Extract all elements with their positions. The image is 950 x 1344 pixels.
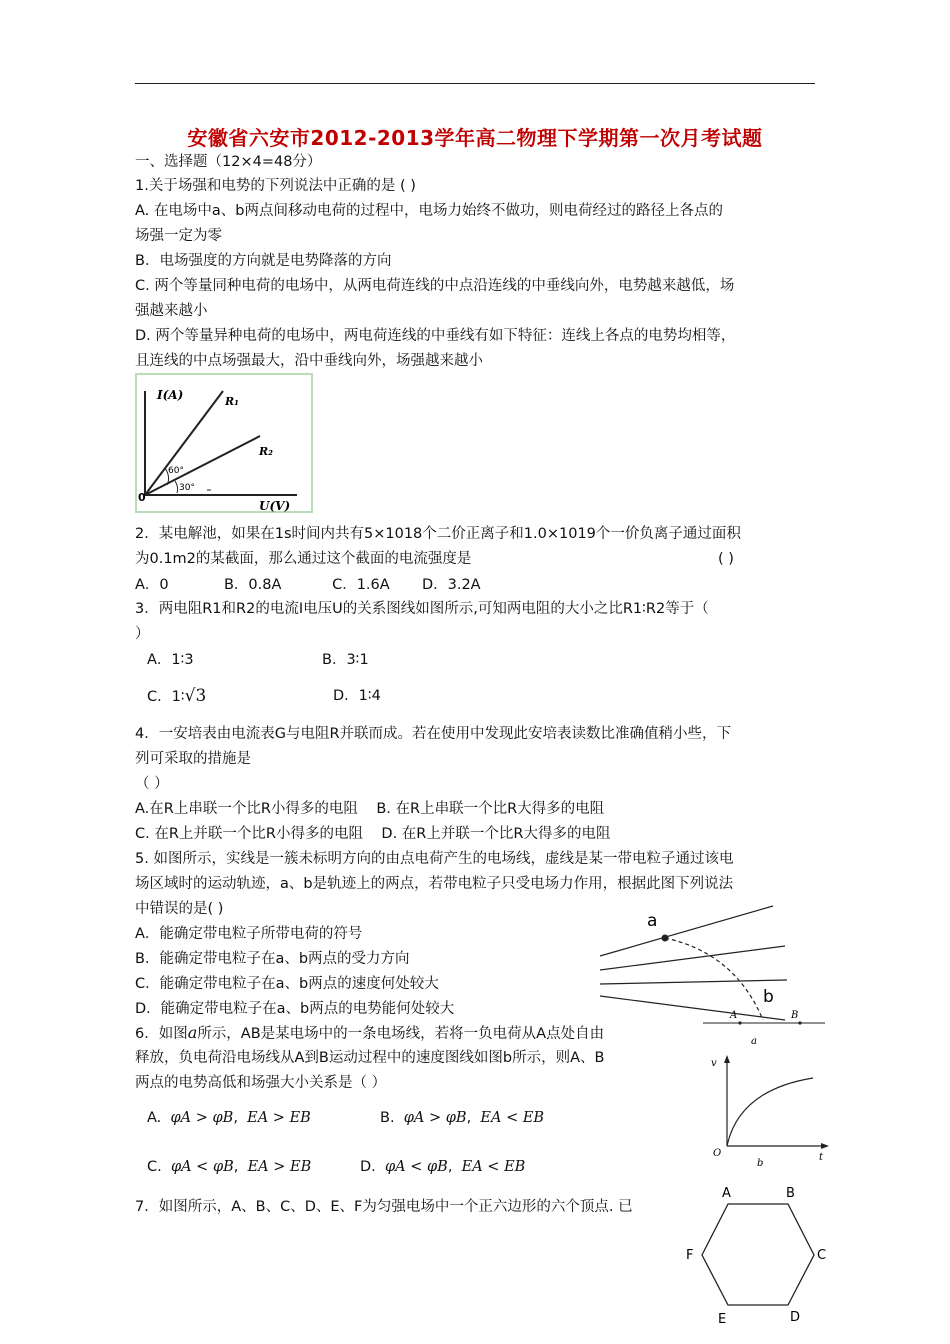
q1-option-a-line1: A. 在电场中a、b两点间移动电荷的过程中，电场力始终不做功，则电荷经过的路径上各点的 [135, 203, 723, 219]
q6-option-b-field: EA < EB [480, 1110, 545, 1126]
field-point-a-label: a [647, 911, 658, 931]
q1-option-d-line2: 且连线的中点场强最大，沿中垂线向外，场强越来越小 [135, 353, 483, 369]
vt-origin-label: O [713, 1148, 722, 1159]
page-title: 安徽省六安市2012-2013学年高二物理下学期第一次月考试题 [187, 126, 763, 150]
iu-graph-figure [135, 373, 315, 515]
q1-option-c-line2: 强越来越小 [135, 303, 208, 319]
q5-option-c: C．能确定带电粒子在a、b两点的速度何处较大 [135, 976, 439, 992]
q4-stem-line2: 列可采取的措施是 [135, 751, 251, 767]
q4-options-ab: A.在R上串联一个比R小得多的电阻 B. 在R上串联一个比R大得多的电阻 [135, 801, 605, 817]
q6-option-b-potential: φA > φB [403, 1110, 467, 1126]
field-point-b-label: b [763, 987, 774, 1007]
iu-y-axis-label: I(A) [157, 388, 184, 402]
q1-option-a-line2: 场强一定为零 [135, 228, 222, 244]
header-rule [135, 83, 815, 84]
q6-figure-a-ref: a [187, 1023, 198, 1042]
q7-stem: 7．如图所示，A、B、C、D、E、F为匀强电场中一个正六边形的六个顶点. 已 [135, 1199, 633, 1215]
q1-stem: 1.关于场强和电势的下列说法中正确的是 ( ) [135, 178, 416, 194]
velocity-time-figure [705, 1050, 835, 1172]
section-heading: 一、选择题（12×4=48分） [135, 154, 322, 170]
q2-options: A．0 B．0.8A C．1.6A D．3.2A [135, 577, 481, 593]
hex-vertex-A: A [722, 1186, 731, 1201]
q5-option-a: A．能确定带电粒子所带电荷的符号 [135, 926, 363, 942]
hex-vertex-E: E [718, 1312, 727, 1327]
q4-stem-line1: 4．一安培表由电流表G与电阻R并联而成。若在使用中发现此安培表读数比准确值稍小些，下 [135, 726, 732, 742]
field-line-point-A: A [730, 1010, 738, 1021]
q6-option-c-potential: φA < φB [170, 1159, 234, 1175]
q3-option-c-sqrt3: √3 [184, 686, 207, 706]
q6-option-a: A. φA > φB, EA > EB [147, 1110, 311, 1126]
q6-option-d-field: EA < EB [461, 1159, 526, 1175]
hex-vertex-B: B [786, 1186, 795, 1201]
iu-angle-30: 30° [179, 483, 195, 493]
q3-stem-line2: ） [135, 626, 150, 642]
q6-stem-line1: 6．如图a所示，AB是某电场中的一条电场线，若将一负电荷从A点处自由 [135, 1023, 605, 1042]
q2-answer-paren: ( ) [718, 551, 734, 567]
field-figure-caption: a [751, 1036, 757, 1047]
iu-x-axis-label: U(V) [259, 499, 291, 513]
q4-answer-paren: （ ） [135, 776, 169, 792]
q3-stem-line1: 3．两电阻R1和R2的电流I电压U的关系图线如图所示,可知两电阻的大小之比R1∶R2等于（ [135, 601, 709, 617]
q3-option-b: B．3∶1 [322, 652, 369, 668]
q6-stem-line2: 释放，负电荷沿电场线从A到B运动过程中的速度图线如图b所示，则A、B [135, 1050, 605, 1066]
q5-stem-line2: 场区域时的运动轨迹，a、b是轨迹上的两点，若带电粒子只受电场力作用，根据此图下列说法 [135, 876, 734, 892]
q3-option-d: D．1∶4 [333, 688, 381, 704]
q3-option-c: C．1∶√3 [147, 686, 207, 706]
hex-vertex-C: C [817, 1248, 827, 1263]
iu-line-r2-label: R₂ [259, 445, 273, 458]
q5-stem-line3: 中错误的是( ) [135, 901, 224, 917]
q5-stem-line1: 5. 如图所示，实线是一簇未标明方向的由点电荷产生的电场线，虚线是某一带电粒子通过该电 [135, 851, 734, 867]
q6-option-a-field: EA > EB [247, 1110, 311, 1126]
q1-option-b: B．电场强度的方向就是电势降落的方向 [135, 253, 392, 269]
field-lines-figure [595, 898, 835, 1048]
q6-option-d: D. φA < φB, EA < EB [360, 1159, 526, 1175]
iu-line-r1-label: R₁ [225, 395, 239, 408]
q3-option-a: A．1∶3 [147, 652, 194, 668]
iu-angle-60: 60° [168, 466, 184, 476]
vt-v-axis-label: v [711, 1058, 717, 1069]
q1-option-d-line1: D. 两个等量异种电荷的电场中，两电荷连线的中垂线有如下特征：连线上各点的电势均相等， [135, 328, 736, 344]
q6-stem-line3: 两点的电势高低和场强大小关系是（ ） [135, 1075, 387, 1091]
hexagon-figure [680, 1180, 830, 1328]
field-line-point-B: B [791, 1010, 799, 1021]
q2-stem-line2: 为0.1m2的某截面，那么通过这个截面的电流强度是 [135, 551, 472, 567]
vt-t-axis-label: t [819, 1152, 824, 1163]
q6-option-b: B. φA > φB, EA < EB [380, 1110, 545, 1126]
iu-origin-label: 0 [138, 491, 146, 504]
q6-option-c: C. φA < φB, EA > EB [147, 1159, 312, 1175]
hex-vertex-F: F [686, 1248, 694, 1263]
hex-vertex-D: D [790, 1310, 801, 1325]
q6-option-c-field: EA > EB [247, 1159, 312, 1175]
q5-option-d: D．能确定带电粒子在a、b两点的电势能何处较大 [135, 1001, 455, 1017]
q1-option-c-line1: C. 两个等量同种电荷的电场中，从两电荷连线的中点沿连线的中垂线向外，电势越来越低，场 [135, 278, 735, 294]
q6-option-d-potential: φA < φB [385, 1159, 448, 1175]
q6-option-a-potential: φA > φB [170, 1110, 234, 1126]
vt-figure-caption: b [757, 1158, 764, 1169]
q2-stem-line1: 2．某电解池，如果在1s时间内共有5×1018个二价正离子和1.0×1019个一价负离子通过面积 [135, 526, 741, 542]
q5-option-b: B．能确定带电粒子在a、b两点的受力方向 [135, 951, 410, 967]
q4-options-cd: C. 在R上并联一个比R小得多的电阻 D. 在R上并联一个比R大得多的电阻 [135, 826, 611, 842]
